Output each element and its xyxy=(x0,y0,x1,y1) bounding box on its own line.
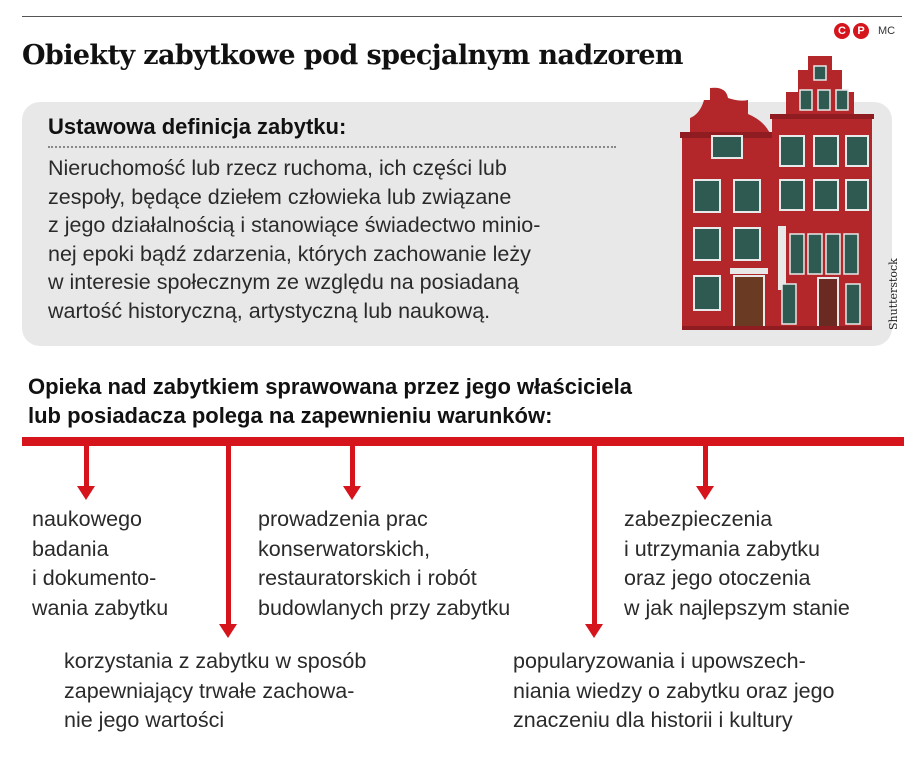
arrow-down-icon xyxy=(585,624,603,638)
condition-conservation xyxy=(258,505,510,623)
red-timeline-bar xyxy=(22,437,904,446)
condition-use xyxy=(64,647,366,736)
definition-line: zespoły, będące dziełem człowieka lub związane xyxy=(48,184,512,209)
definition-line: Nieruchomość lub rzecz ruchoma, ich części lub xyxy=(48,156,507,180)
condition-line: zapewniający trwałe zachowa- xyxy=(64,678,355,703)
top-rule xyxy=(22,16,902,17)
dotted-divider xyxy=(48,146,616,148)
condition-line: budowlanych przy zabytku xyxy=(258,595,511,620)
image-credit: Shutterstock xyxy=(887,258,900,330)
condition-line: badania xyxy=(32,536,109,561)
condition-line: znaczeniu dla historii i kultury xyxy=(513,708,793,732)
condition-line: oraz jego otoczenia xyxy=(624,566,811,590)
arrow-down-icon xyxy=(696,486,714,500)
condition-line: i utrzymania zabytku xyxy=(624,536,820,561)
condition-line: niania wiedzy o zabytku oraz jego xyxy=(513,678,835,703)
townhouses-illustration xyxy=(676,40,882,334)
lead-line: lub posiadacza polega na zapewnieniu warunków: xyxy=(28,403,553,428)
left-townhouse xyxy=(680,88,774,330)
copyright-mark xyxy=(834,23,895,39)
condition-protection xyxy=(624,505,850,623)
definition-line: w interesie społecznym ze względu na posiadaną xyxy=(48,270,519,294)
condition-line: popularyzowania i upowszech- xyxy=(513,649,806,673)
arrow-stem xyxy=(703,444,708,488)
condition-line: konserwatorskich, xyxy=(258,536,431,561)
author-initials: MC xyxy=(878,25,896,37)
arrow-down-icon xyxy=(77,486,95,500)
arrow-stem xyxy=(592,444,597,626)
condition-popularization xyxy=(513,647,835,736)
condition-research xyxy=(32,505,168,623)
copyright-icon: C xyxy=(834,23,850,39)
arrow-stem xyxy=(350,444,355,488)
arrow-stem xyxy=(226,444,231,626)
definition-heading: Ustawowa definicja zabytku: xyxy=(48,114,347,139)
page-title: Obiekty zabytkowe pod specjalnym nadzorem xyxy=(22,40,683,71)
condition-line: wania zabytku xyxy=(32,595,169,620)
arrow-down-icon xyxy=(219,624,237,638)
condition-line: i dokumento- xyxy=(32,566,157,590)
definition-line: nej epoki bądź zdarzenia, których zachowanie leży xyxy=(48,241,531,266)
condition-line: nie jego wartości xyxy=(64,708,225,732)
condition-line: korzystania z zabytku w sposób xyxy=(64,649,367,673)
condition-line: w jak najlepszym stanie xyxy=(624,595,850,620)
right-townhouse xyxy=(770,56,874,330)
condition-line: restauratorskich i robót xyxy=(258,566,477,590)
lead-text xyxy=(28,372,632,430)
publisher-p-icon: P xyxy=(853,23,869,39)
condition-line: zabezpieczenia xyxy=(624,507,773,531)
definition-text xyxy=(48,154,658,325)
condition-line: prowadzenia prac xyxy=(258,507,428,531)
definition-line: z jego działalnością i stanowiące świadectwo minio- xyxy=(48,213,541,237)
arrow-stem xyxy=(84,444,89,488)
condition-line: naukowego xyxy=(32,507,142,531)
lead-line: Opieka nad zabytkiem sprawowana przez jego właściciela xyxy=(28,374,633,399)
definition-line: wartość historyczną, artystyczną lub naukową. xyxy=(48,298,491,323)
arrow-down-icon xyxy=(343,486,361,500)
